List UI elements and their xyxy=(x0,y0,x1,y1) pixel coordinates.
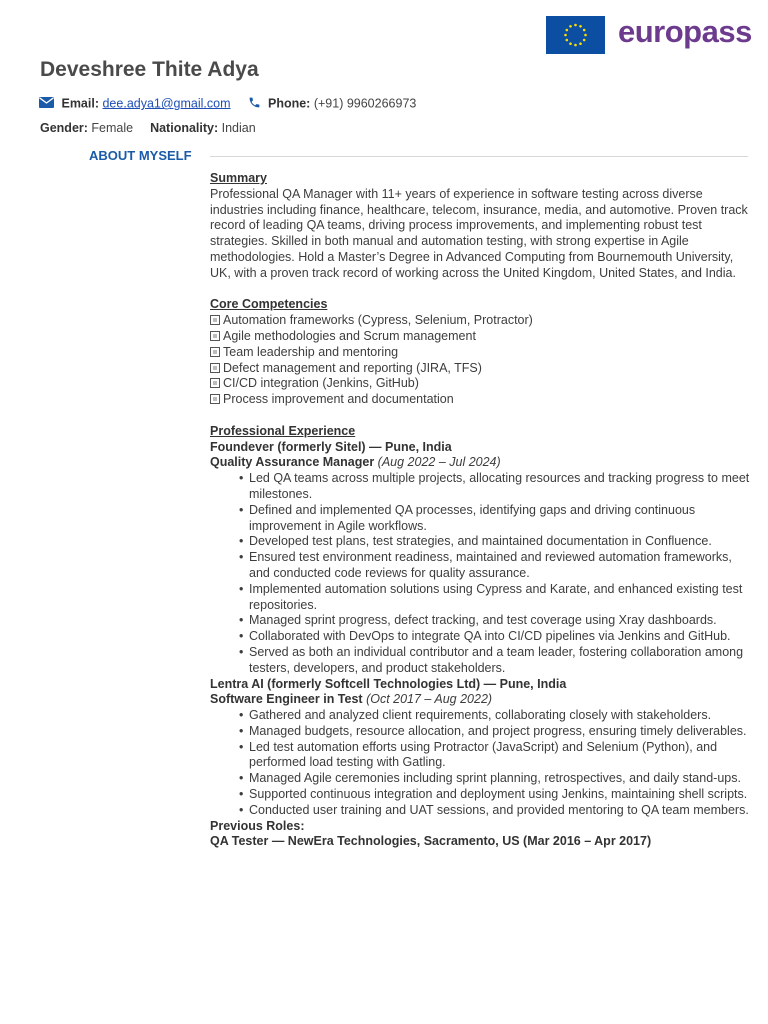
list-item: • Conducted user training and UAT sessions, and provided mentoring to QA team members. xyxy=(210,803,750,819)
list-item: • Implemented automation solutions using Cypress and Karate, and enhanced existing test repositories. xyxy=(210,582,750,614)
summary-text: Professional QA Manager with 11+ years of experience in software testing across diverse industries including finance, healthcare, telecom, insurance, media, and automotive. Proven track record of leading QA teams, driving process improvements, and implementing robust test strategies. Skilled in both manual and automation testing, with strong expertise in Agile methodologies. Hold a Master’s Degree in Advanced Computing from Bournemouth University, UK, with a proven track record of working across the United Kingdom, United States, and India. xyxy=(210,186,748,280)
experience-block xyxy=(210,424,750,851)
nationality-value: Indian xyxy=(221,121,256,135)
job-company: Lentra AI (formerly Softcell Technologies Ltd) — Pune, India xyxy=(210,676,567,691)
competency-item: Team leadership and mentoring xyxy=(210,345,750,361)
summary-block xyxy=(210,171,750,282)
phone-icon xyxy=(248,96,261,112)
competencies-heading: Core Competencies xyxy=(210,297,328,312)
list-item: • Managed Agile ceremonies including sprint planning, retrospectives, and daily stand-ups. xyxy=(210,771,750,787)
phone-value: (+91) 9960266973 xyxy=(313,96,417,111)
list-item: • Led test automation efforts using Protractor (JavaScript) and Selenium (Python), and performed load testing with Gatling. xyxy=(210,740,750,772)
checkbox-icon xyxy=(210,331,220,341)
job-bullets xyxy=(210,471,750,676)
about-content xyxy=(210,171,750,850)
job-role-line xyxy=(210,692,750,708)
personal-info-row xyxy=(40,121,256,135)
list-item: • Collaborated with DevOps to integrate QA into CI/CD pipelines via Jenkins and GitHub. xyxy=(210,629,750,645)
job-dates: (Oct 2017 – Aug 2022) xyxy=(366,692,493,707)
gender-value: Female xyxy=(91,121,134,135)
list-item: • Managed budgets, resource allocation, and project progress, ensuring timely deliverables. xyxy=(210,724,750,740)
list-item: • Defined and implemented QA processes, identifying gaps and driving continuous improvement in Agile workflows. xyxy=(210,503,750,535)
checkbox-icon xyxy=(210,347,220,357)
list-item: • Developed test plans, test strategies, and maintained documentation in Confluence. xyxy=(210,534,750,550)
europass-wordmark: europass xyxy=(618,14,752,49)
list-item: • Led QA teams across multiple projects, allocating resources and tracking progress to meet milestones. xyxy=(210,471,750,503)
phone-label: Phone: xyxy=(267,96,311,111)
job-dates: (Aug 2022 – Jul 2024) xyxy=(377,455,501,470)
competencies-block xyxy=(210,297,750,408)
competency-item: Automation frameworks (Cypress, Selenium, Protractor) xyxy=(210,313,750,329)
checkbox-icon xyxy=(210,394,220,404)
competency-item: Agile methodologies and Scrum management xyxy=(210,329,750,345)
list-item: • Gathered and analyzed client requirements, collaborating closely with stakeholders. xyxy=(210,708,750,724)
job-role-line xyxy=(210,455,750,471)
list-item: • Ensured test environment readiness, maintained and reviewed automation frameworks, and conducted code reviews for quality assurance. xyxy=(210,550,750,582)
email-link[interactable]: dee.adya1@gmail.com xyxy=(102,96,231,111)
job-bullets xyxy=(210,708,750,819)
contact-row xyxy=(39,96,416,112)
europass-logo xyxy=(546,16,751,54)
section-divider xyxy=(210,156,748,157)
job-role: Quality Assurance Manager xyxy=(210,455,375,470)
experience-heading: Professional Experience xyxy=(210,423,356,438)
person-name: Deveshree Thite Adya xyxy=(40,58,259,81)
previous-roles-heading: Previous Roles: xyxy=(210,818,305,833)
competency-item: CI/CD integration (Jenkins, GitHub) xyxy=(210,376,750,392)
gender-label: Gender: xyxy=(40,121,88,135)
competency-item: Process improvement and documentation xyxy=(210,392,750,408)
job-entry xyxy=(210,440,750,677)
section-title-about-myself: ABOUT MYSELF xyxy=(89,148,192,163)
previous-role: QA Tester — NewEra Technologies, Sacramento, US (Mar 2016 – Apr 2017) xyxy=(210,834,652,849)
email-label: Email: xyxy=(61,96,99,111)
checkbox-icon xyxy=(210,378,220,388)
envelope-icon xyxy=(39,97,54,111)
summary-heading: Summary xyxy=(210,171,267,185)
list-item: • Supported continuous integration and deployment using Jenkins, maintaining shell scripts. xyxy=(210,787,750,803)
nationality-label: Nationality: xyxy=(150,121,219,135)
job-role: Software Engineer in Test xyxy=(210,692,363,707)
job-company: Foundever (formerly Sitel) — Pune, India xyxy=(210,439,452,454)
competency-item: Defect management and reporting (JIRA, TFS) xyxy=(210,361,750,377)
checkbox-icon xyxy=(210,363,220,373)
job-entry xyxy=(210,677,750,819)
list-item: • Managed sprint progress, defect tracking, and test coverage using Xray dashboards. xyxy=(210,613,750,629)
list-item: • Served as both an individual contributor and a team leader, fostering collaboration among testers, developers, and product stakeholders. xyxy=(210,645,750,677)
eu-flag-icon xyxy=(546,16,605,54)
checkbox-icon xyxy=(210,315,220,325)
